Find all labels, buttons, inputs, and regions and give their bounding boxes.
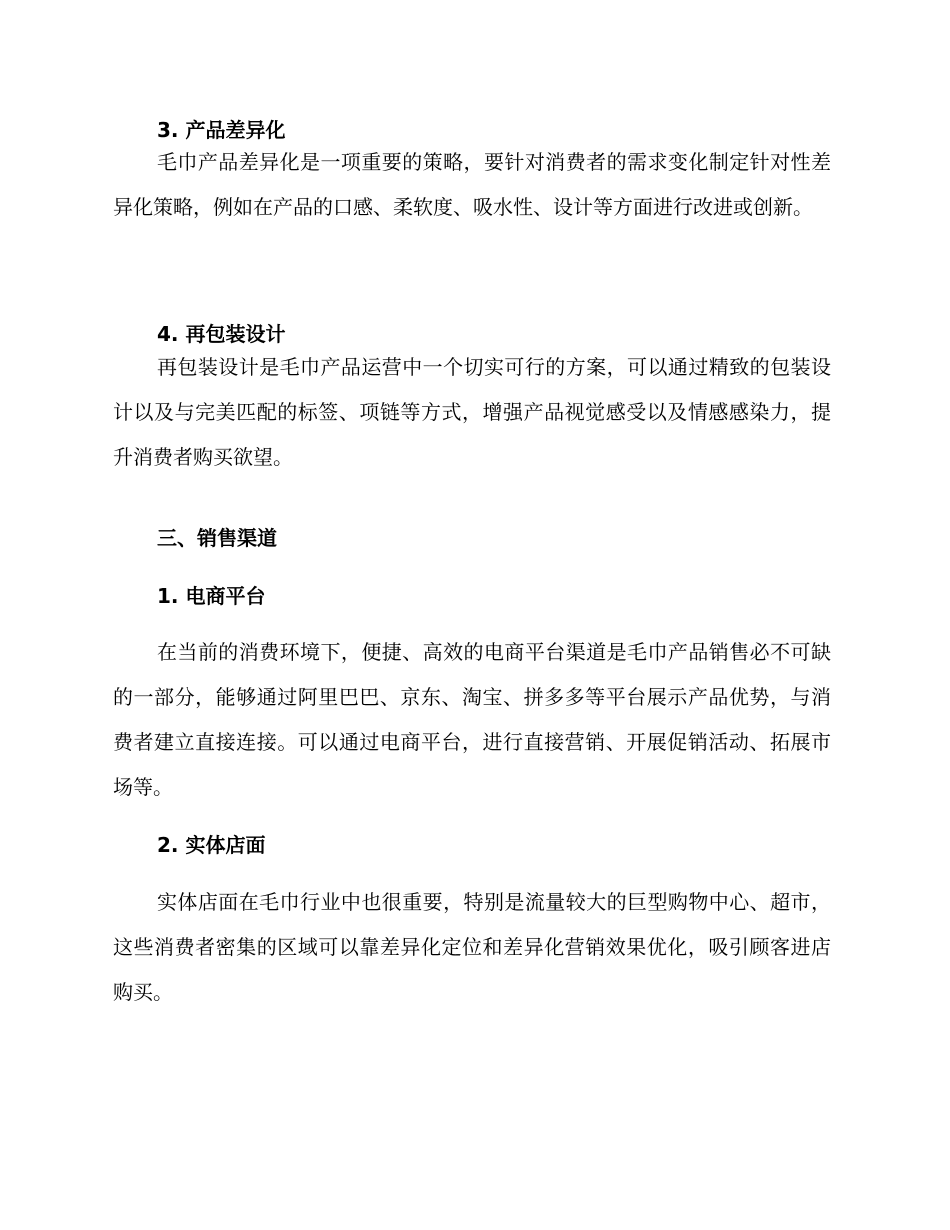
paragraph-repackaging-design: 再包装设计是毛巾产品运营中一个切实可行的方案，可以通过精致的包装设计以及与完美匹配的标签、项链等方式，增强产品视觉感受以及情感感染力，提升消费者购买欲望。 bbox=[113, 355, 831, 469]
paragraph-physical-stores: 实体店面在毛巾行业中也很重要，特别是流量较大的巨型购物中心、超市，这些消费者密集的区域可以靠差异化定位和差异化营销效果优化，吸引顾客进店购买。 bbox=[113, 890, 831, 1004]
paragraph-ecommerce-platform: 在当前的消费环境下，便捷、高效的电商平台渠道是毛巾产品销售必不可缺的一部分，能够通过阿里巴巴、京东、淘宝、拼多多等平台展示产品优势，与消费者建立直接连接。可以通过电商平台，进行直接营销、开展促销活动、拓展市场等。 bbox=[113, 640, 831, 799]
section-heading-repackaging-design: 4. 再包装设计 bbox=[157, 322, 286, 346]
paragraph-product-differentiation: 毛巾产品差异化是一项重要的策略，要针对消费者的需求变化制定针对性差异化策略，例如在产品的口感、柔软度、吸水性、设计等方面进行改进或创新。 bbox=[113, 150, 831, 219]
chapter-heading-sales-channels: 三、销售渠道 bbox=[157, 526, 277, 550]
section-heading-ecommerce-platform: 1. 电商平台 bbox=[157, 584, 266, 608]
section-heading-product-differentiation: 3. 产品差异化 bbox=[157, 118, 286, 142]
section-heading-physical-stores: 2. 实体店面 bbox=[157, 833, 266, 857]
